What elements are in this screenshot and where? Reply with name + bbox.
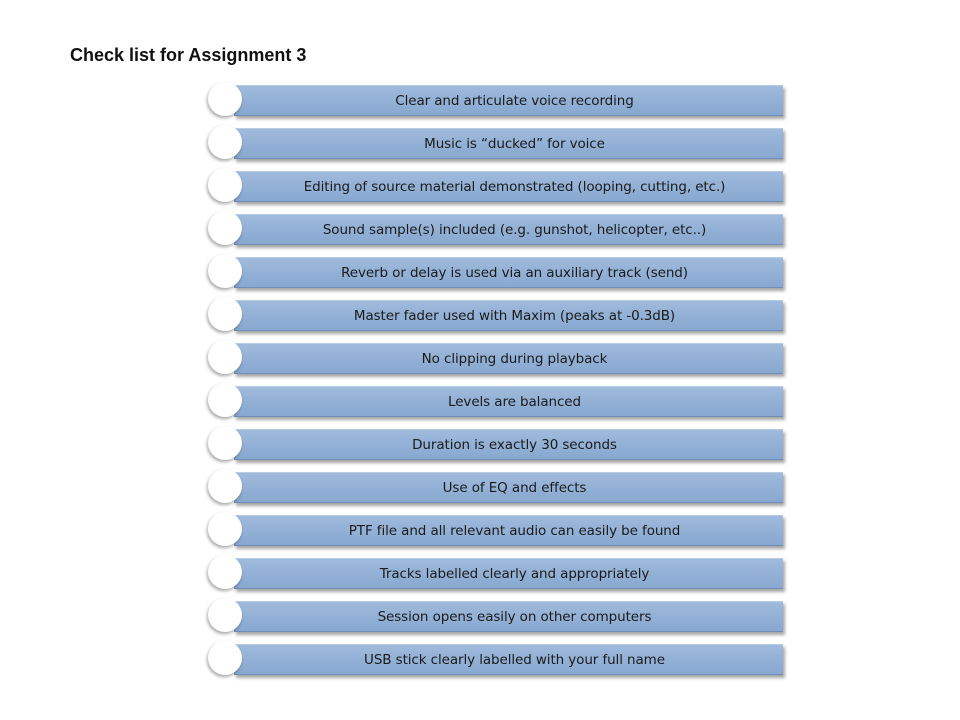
checklist-bar [234, 644, 783, 675]
checklist-bar [234, 128, 783, 159]
checklist-item [206, 297, 786, 340]
circle-bullet-icon [208, 340, 242, 374]
circle-bullet-icon [208, 598, 242, 632]
checklist-bar [234, 214, 783, 245]
checklist-bar [234, 171, 783, 202]
checklist [206, 82, 786, 684]
checklist-item-text: Music is “ducked” for voice [424, 135, 605, 152]
checklist-item [206, 211, 786, 254]
checklist-bar [234, 601, 783, 632]
checklist-bar [234, 300, 783, 331]
checklist-item-text: Session opens easily on other computers [377, 608, 652, 625]
checklist-item-text: Use of EQ and effects [442, 479, 587, 496]
circle-bullet-icon [208, 426, 242, 460]
checklist-bar [234, 343, 783, 374]
checklist-bar [234, 85, 783, 116]
checklist-item [206, 340, 786, 383]
circle-bullet-icon [208, 469, 242, 503]
circle-bullet-icon [208, 383, 242, 417]
checklist-item [206, 426, 786, 469]
checklist-item-text: Tracks labelled clearly and appropriately [379, 565, 650, 582]
checklist-item-text: Editing of source material demonstrated (looping, cutting, etc.) [303, 178, 726, 195]
circle-bullet-icon [208, 641, 242, 675]
checklist-item [206, 383, 786, 426]
circle-bullet-icon [208, 254, 242, 288]
checklist-item [206, 555, 786, 598]
checklist-item-text: PTF file and all relevant audio can easily be found [348, 522, 681, 539]
checklist-item [206, 598, 786, 641]
checklist-item-text: Sound sample(s) included (e.g. gunshot, helicopter, etc..) [322, 221, 707, 238]
checklist-bar [234, 558, 783, 589]
checklist-bar [234, 429, 783, 460]
checklist-item-text: Levels are balanced [448, 393, 581, 410]
checklist-bar [234, 257, 783, 288]
checklist-bar [234, 472, 783, 503]
circle-bullet-icon [208, 297, 242, 331]
circle-bullet-icon [208, 512, 242, 546]
checklist-item-text: Reverb or delay is used via an auxiliary track (send) [341, 264, 688, 281]
checklist-item [206, 469, 786, 512]
checklist-item-text: Clear and articulate voice recording [395, 92, 634, 109]
circle-bullet-icon [208, 211, 242, 245]
checklist-item-text: Master fader used with Maxim (peaks at -0.3dB) [353, 307, 676, 324]
checklist-item [206, 512, 786, 555]
checklist-item-text: USB stick clearly labelled with your full name [364, 651, 665, 668]
checklist-item-text: Duration is exactly 30 seconds [412, 436, 617, 453]
checklist-item [206, 125, 786, 168]
circle-bullet-icon [208, 168, 242, 202]
checklist-item [206, 254, 786, 297]
circle-bullet-icon [208, 82, 242, 116]
checklist-item [206, 641, 786, 684]
slide-title: Check list for Assignment 3 [70, 45, 307, 65]
checklist-item [206, 82, 786, 125]
circle-bullet-icon [208, 125, 242, 159]
circle-bullet-icon [208, 555, 242, 589]
checklist-item-text: No clipping during playback [421, 350, 608, 367]
checklist-item [206, 168, 786, 211]
checklist-bar [234, 515, 783, 546]
checklist-bar [234, 386, 783, 417]
